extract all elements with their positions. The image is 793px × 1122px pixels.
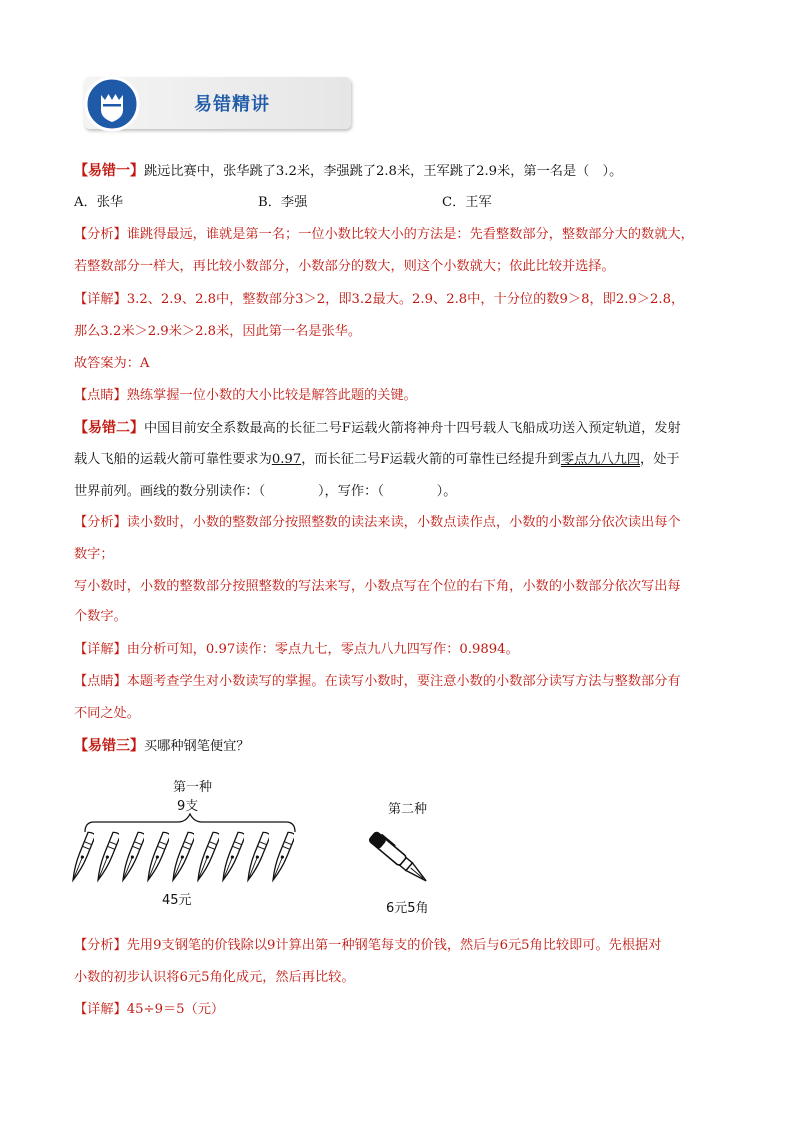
q1-analysis-line: 若整数部分一样大，再比较小数部分，小数部分的数大，则这个小数就大；依此比较并选择。 bbox=[74, 259, 615, 274]
q1-answer: 故答案为：A bbox=[74, 356, 150, 371]
q1-analysis-tag: 【分析】 bbox=[74, 227, 127, 242]
q2-detail-tag: 【详解】 bbox=[74, 642, 127, 657]
pen-nib-icon bbox=[95, 830, 119, 886]
q2-analysis-line: 数字； bbox=[74, 547, 114, 562]
q2-point-line: 不同之处。 bbox=[74, 706, 140, 721]
q1-option-c: C．王军 bbox=[442, 195, 492, 210]
q2-analysis-line: 个数字。 bbox=[74, 609, 127, 624]
pen-nib-icon bbox=[145, 830, 169, 886]
pen-nib-icon bbox=[195, 830, 219, 886]
first-kind-price: 45元 bbox=[162, 893, 192, 908]
q2-tag: 【易错二】 bbox=[74, 420, 144, 436]
q2-underlined-value-2: 零点九八九四 bbox=[560, 452, 641, 467]
q1-point-tag: 【点睛】 bbox=[74, 388, 127, 403]
q2-question-line2 bbox=[74, 450, 680, 470]
q2-analysis-line: 写小数时，小数的整数部分按照整数的写法来写，小数点写在个位的右下角，小数的小数部分依次写出每 bbox=[74, 579, 681, 594]
q1-point-text: 熟练掌握一位小数的大小比较是解答此题的关键。 bbox=[126, 388, 417, 403]
q2-point-text: 本题考查学生对小数读写的掌握。在读写小数时，要注意小数的小数部分读写方法与整数部分有 bbox=[126, 674, 681, 689]
first-kind-label: 第一种 bbox=[173, 780, 213, 795]
q2-line2a: 载人飞船的运载火箭可靠性要求为 bbox=[74, 452, 272, 467]
q2-line2b: ，而长征二号F运载火箭的可靠性已经提升到 bbox=[301, 452, 561, 467]
pen-nib-icon bbox=[120, 830, 144, 886]
q3-detail-tag: 【详解】 bbox=[74, 1002, 127, 1017]
q2-detail-text: 由分析可知，0.97读作：零点九七，零点九八九四写作：0.9894。 bbox=[126, 642, 519, 657]
q2-point-line bbox=[74, 672, 681, 692]
q3-analysis-line bbox=[74, 936, 661, 956]
first-kind-count: 9支 bbox=[177, 799, 199, 814]
q3-detail-line bbox=[74, 1000, 224, 1020]
q2-question bbox=[74, 418, 681, 439]
q1-option-a: A．张华 bbox=[74, 195, 124, 210]
q1-text: 跳远比赛中，张华跳了3.2米，李强跳了2.8米，王军跳了2.9米，第一名是（ ）。 bbox=[144, 164, 623, 179]
pen-nib-icon bbox=[70, 830, 94, 886]
q2-underlined-value-1: 0.97 bbox=[271, 452, 302, 467]
second-kind-label: 第二种 bbox=[388, 802, 428, 817]
shield-crown-icon bbox=[84, 76, 140, 132]
q3-question bbox=[74, 736, 250, 757]
banner-title: 易错精讲 bbox=[194, 94, 270, 115]
q3-text: 买哪种钢笔便宜？ bbox=[144, 739, 250, 754]
q1-detail-text: 3.2、2.9、2.8中，整数部分3＞2，即3.2最大。2.9、2.8中，十分位的数9＞8，即2.9＞2.8， bbox=[126, 292, 685, 307]
q2-line2c: ，处于 bbox=[640, 452, 680, 467]
q3-detail-text: 45÷9＝5（元） bbox=[126, 1002, 225, 1017]
q1-analysis-line bbox=[74, 225, 694, 245]
q2-analysis-tag: 【分析】 bbox=[74, 515, 127, 530]
pen-nib-icon bbox=[245, 830, 269, 886]
pen-nib-icon bbox=[270, 830, 294, 886]
q1-tag: 【易错一】 bbox=[74, 163, 144, 179]
q2-analysis-text: 读小数时，小数的整数部分按照整数的读法来读，小数点读作点，小数的小数部分依次读出每个 bbox=[126, 515, 681, 530]
pen-nib-icon bbox=[170, 830, 194, 886]
q2-line1: 中国目前安全系数最高的长征二号F运载火箭将神舟十四号载人飞船成功送入预定轨道，发射 bbox=[144, 421, 681, 436]
q2-analysis-line bbox=[74, 513, 681, 533]
q3-analysis-tag: 【分析】 bbox=[74, 938, 127, 953]
second-kind-price: 6元5角 bbox=[386, 901, 429, 916]
fountain-pen-icon bbox=[360, 820, 440, 898]
q3-analysis-line: 小数的初步认识将6元5角化成元，然后再比较。 bbox=[74, 970, 355, 985]
q3-analysis-text: 先用9支钢笔的价钱除以9计算出第一种钢笔每支的价钱，然后与6元5角比较即可。先根据对 bbox=[126, 938, 662, 953]
q1-detail-line: 那么3.2米＞2.9米＞2.8米，因此第一名是张华。 bbox=[74, 324, 362, 339]
q1-detail-line bbox=[74, 290, 684, 310]
q3-tag: 【易错三】 bbox=[74, 738, 144, 754]
q1-question bbox=[74, 161, 622, 182]
pen-nib-icon bbox=[220, 830, 244, 886]
q1-option-b: B．李强 bbox=[258, 195, 308, 210]
q1-analysis-text: 谁跳得最远，谁就是第一名；一位小数比较大小的方法是：先看整数部分，整数部分大的数就大， bbox=[126, 227, 694, 242]
q2-point-tag: 【点睛】 bbox=[74, 674, 127, 689]
q2-detail-line bbox=[74, 640, 519, 660]
first-kind-pens bbox=[70, 830, 300, 886]
q1-detail-tag: 【详解】 bbox=[74, 292, 127, 307]
q2-question-line3: 世界前列。画线的数分别读作：（ ），写作：（ ）。 bbox=[74, 484, 457, 499]
q1-point-line bbox=[74, 386, 417, 406]
